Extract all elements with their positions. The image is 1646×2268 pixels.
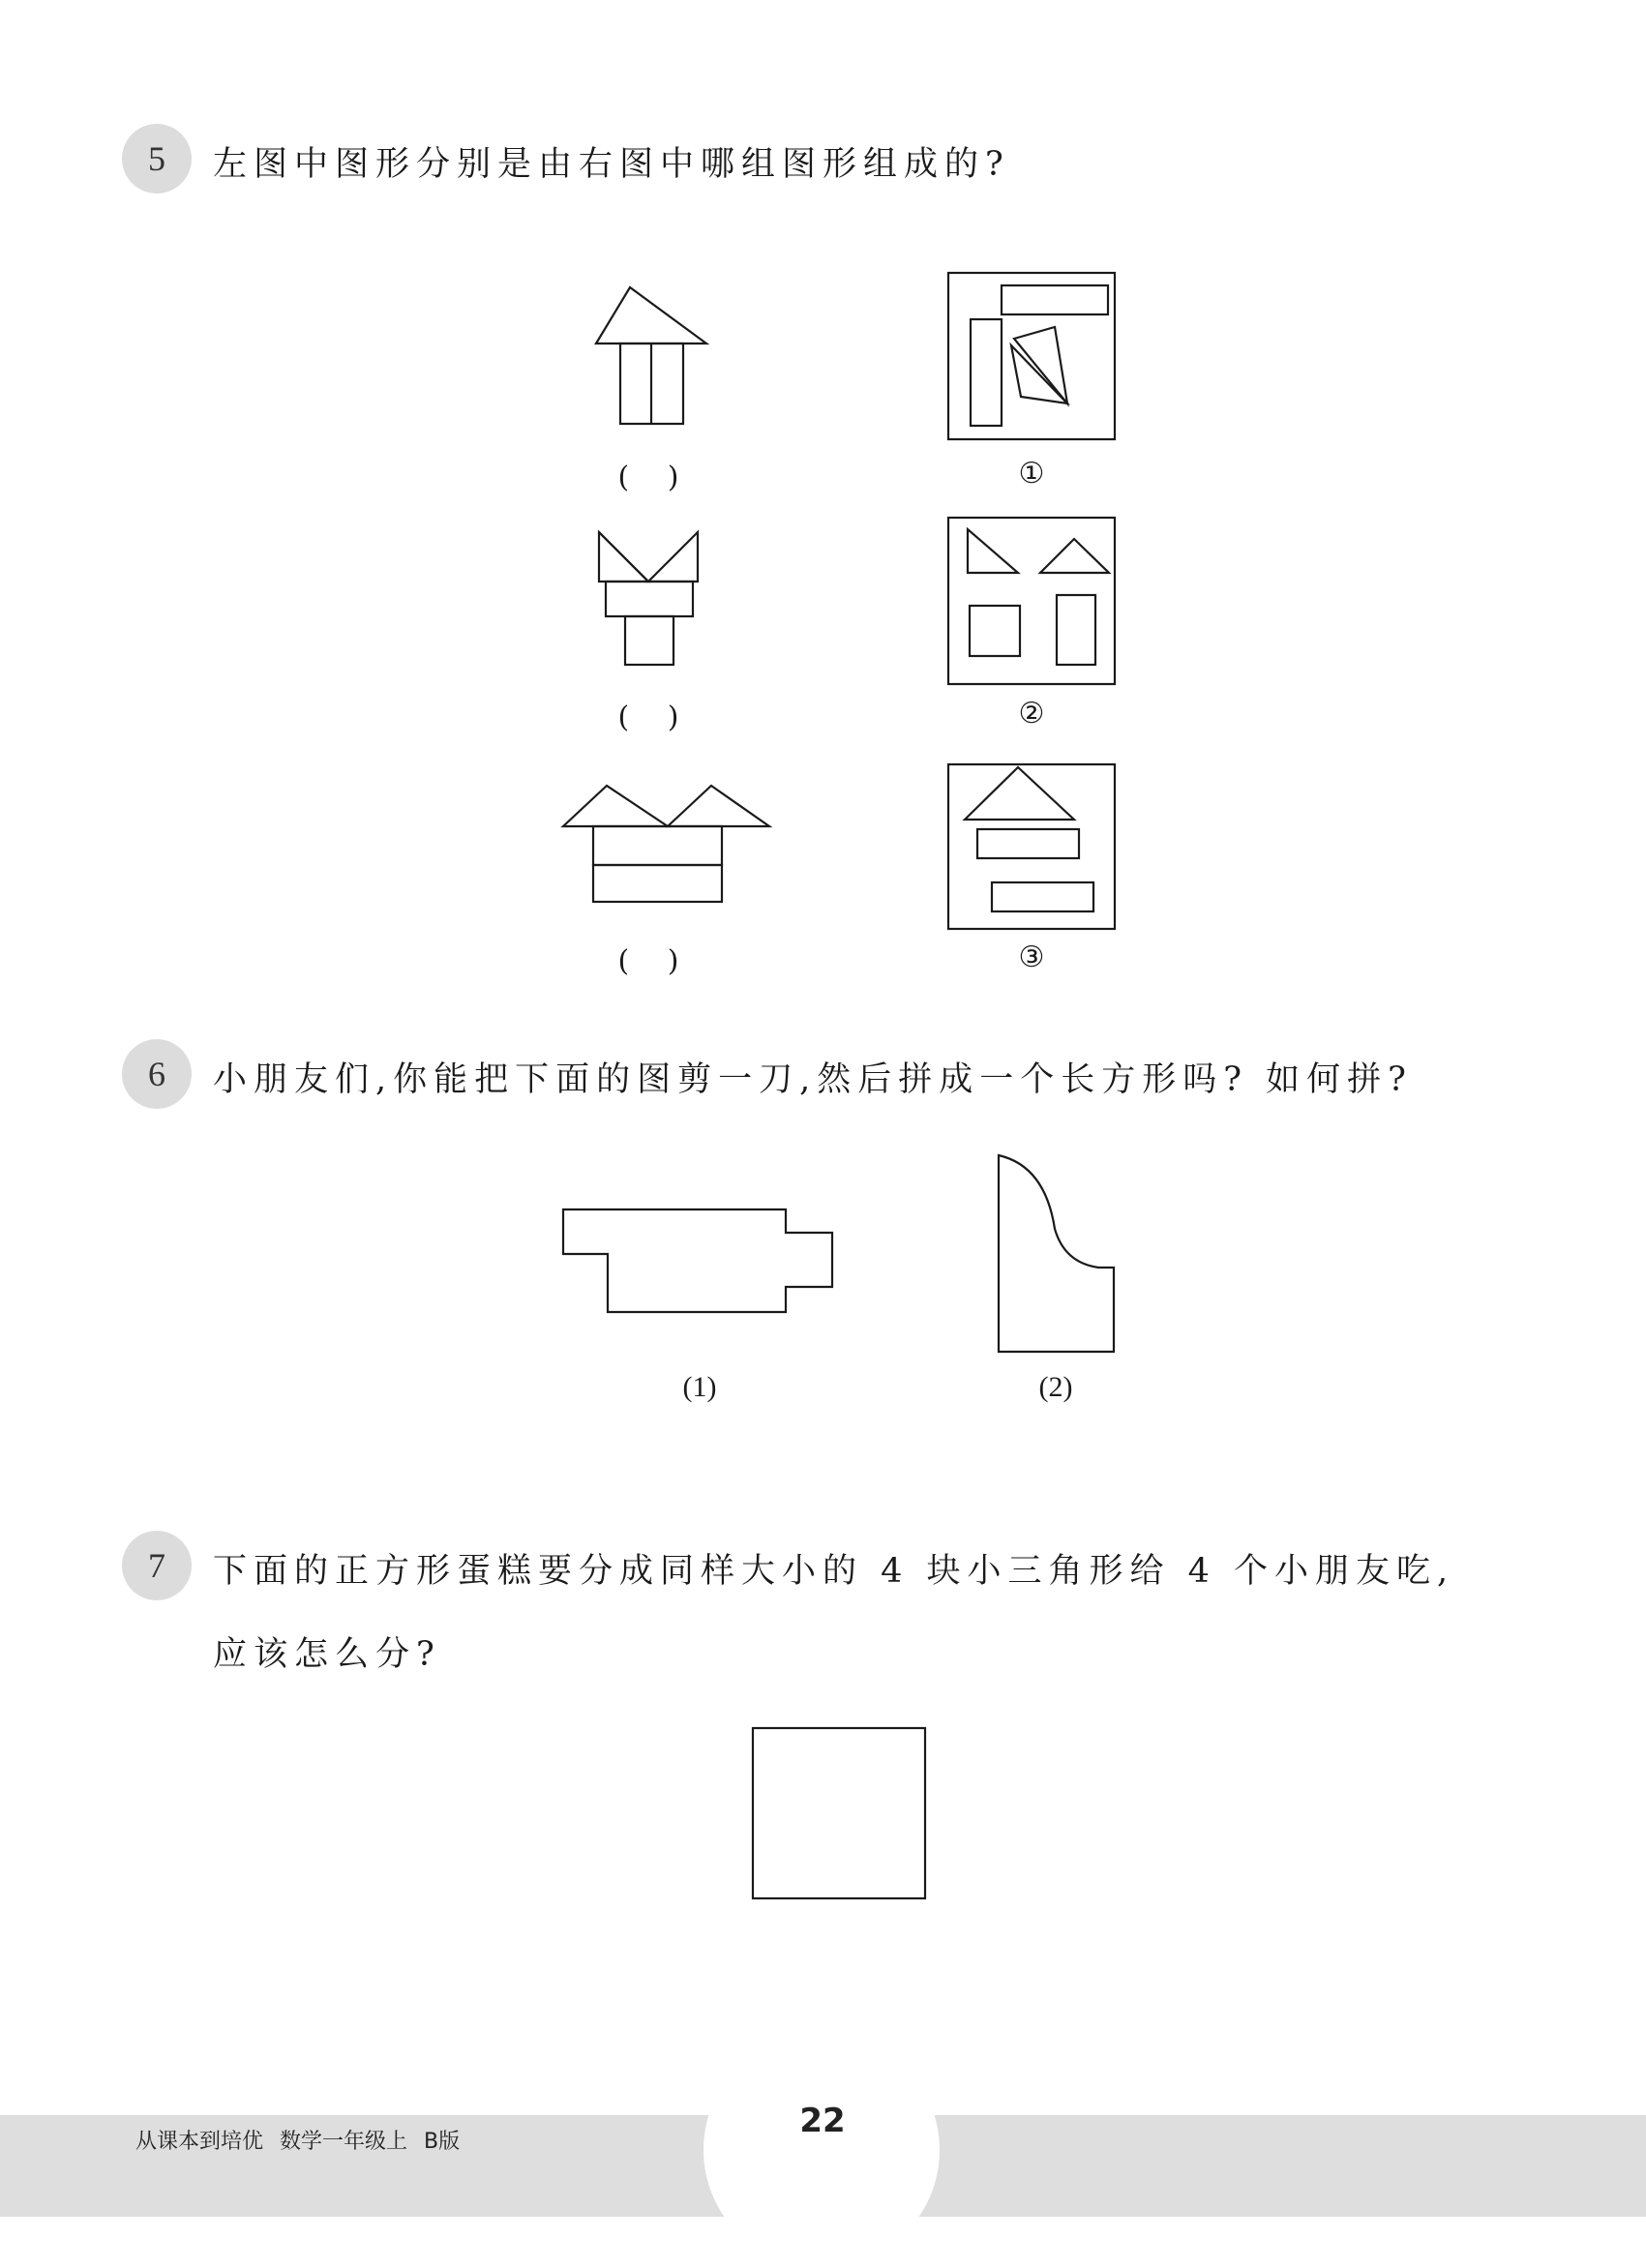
- question-7-number: 7: [122, 1531, 192, 1600]
- answer-blank-3[interactable]: ( ): [617, 944, 679, 978]
- figure-6-2: [999, 1155, 1114, 1352]
- option-box-2: [948, 518, 1115, 684]
- left-shape-1: [596, 287, 706, 424]
- question-6-number: 6: [122, 1039, 192, 1109]
- question-5-number: 5: [122, 124, 192, 194]
- answer-blank-2[interactable]: ( ): [617, 701, 679, 734]
- figure-6-1: [563, 1209, 832, 1312]
- option-label-3: ③: [1018, 940, 1045, 974]
- option-label-1: ①: [1018, 457, 1045, 491]
- question-7-text-line2: 应该怎么分?: [213, 1635, 441, 1674]
- figure-label-2: (2): [1038, 1371, 1073, 1403]
- option-box-3: [948, 764, 1115, 929]
- option-label-2: ②: [1018, 697, 1045, 731]
- answer-blank-1[interactable]: ( ): [617, 461, 679, 494]
- question-5-text: 左图中图形分别是由右图中哪组图形组成的?: [213, 145, 1010, 184]
- question-6-text: 小朋友们,你能把下面的图剪一刀,然后拼成一个长方形吗? 如何拼?: [213, 1060, 1413, 1099]
- page-number-circle: [703, 2032, 940, 2268]
- left-shape-2: [599, 532, 698, 665]
- page-number: 22: [799, 2102, 846, 2140]
- book-title: 从课本到培优 数学一年级上 B版: [135, 2130, 461, 2154]
- square-cake: [753, 1728, 925, 1898]
- figure-label-1: (1): [682, 1371, 717, 1403]
- question-7-text-line1: 下面的正方形蛋糕要分成同样大小的 4 块小三角形给 4 个小朋友吃,: [213, 1552, 1455, 1591]
- option-box-1: [948, 273, 1115, 439]
- left-shape-3: [563, 786, 769, 902]
